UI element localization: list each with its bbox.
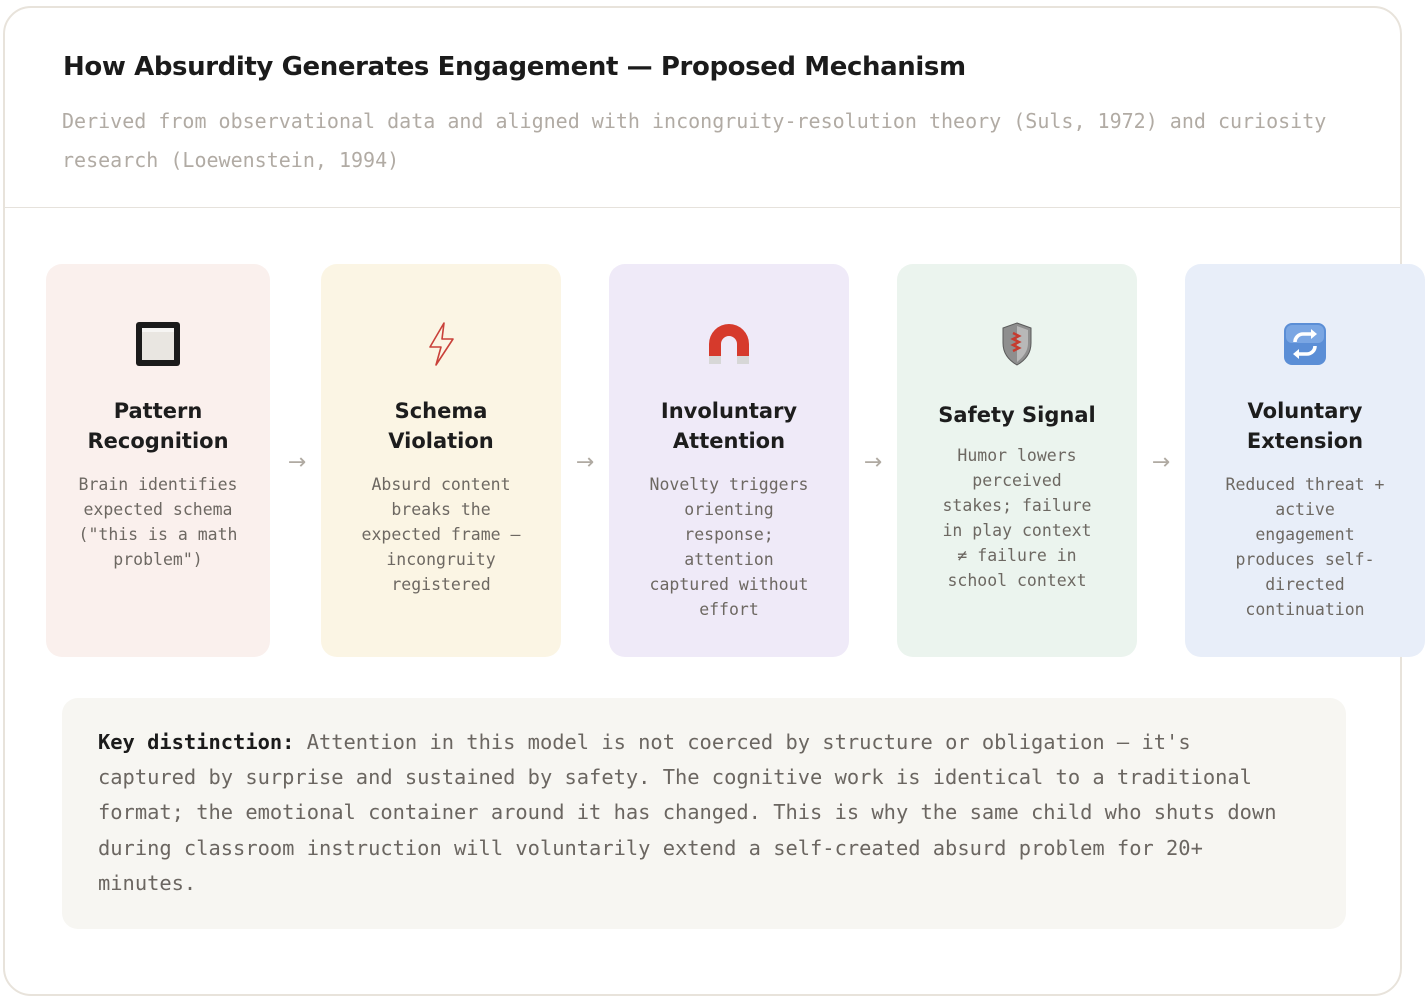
key-distinction-note [62,698,1346,929]
step-title: Safety Signal [938,403,1096,427]
mechanism-card [3,6,1402,996]
lightning-icon [321,316,561,372]
step-schema-violation [321,264,561,657]
step-description: Humor lowers perceived stakes; failure in play context ≠ failure in school context [942,446,1092,590]
flow-arrow: → [863,450,883,475]
step-title: Involuntary Attention [660,399,798,453]
note-text [98,725,1298,901]
step-safety-signal [897,264,1137,657]
step-description: Brain identifies expected schema ("this is a math problem") [78,475,238,569]
black-square-button-icon [46,316,270,372]
step-description: Novelty triggers orienting response; attention captured without effort [649,475,809,619]
flow-arrow: → [575,450,595,475]
step-pattern-recognition [46,264,270,657]
page-subtitle: Derived from observational data and aligned with incongruity-resolution theory (Suls, 1972) and curiosity research (Loewenstein, 1994) [62,109,1327,172]
flow-arrow: → [1151,450,1171,475]
step-title: Schema Violation [388,399,494,453]
step-involuntary-attention [609,264,849,657]
note-body: Attention in this model is not coerced by structure or obligation — it's captured by surprise and sustained by safety. The cognitive work is identical to a traditional format; the emotional container around it has changed. This is why the same child who shuts down during classroom instruction will voluntarily extend a self-created absurd problem for 20+ minutes. [98,730,1277,895]
note-label: Key distinction: [98,730,295,754]
card-header [5,8,1400,208]
step-description: Reduced threat + active engagement produces self- directed continuation [1225,475,1385,619]
step-voluntary-extension [1185,264,1425,657]
shield-icon [897,316,1137,372]
step-title: Pattern Recognition [87,399,229,453]
page-title: How Absurdity Generates Engagement — Proposed Mechanism [63,52,966,82]
repeat-icon [1185,316,1425,372]
step-description: Absurd content breaks the expected frame — incongruity registered [361,475,521,594]
magnet-icon [609,316,849,372]
flow-arrow: → [287,450,307,475]
mechanism-flow [62,264,1385,658]
step-title: Voluntary Extension [1246,399,1364,453]
